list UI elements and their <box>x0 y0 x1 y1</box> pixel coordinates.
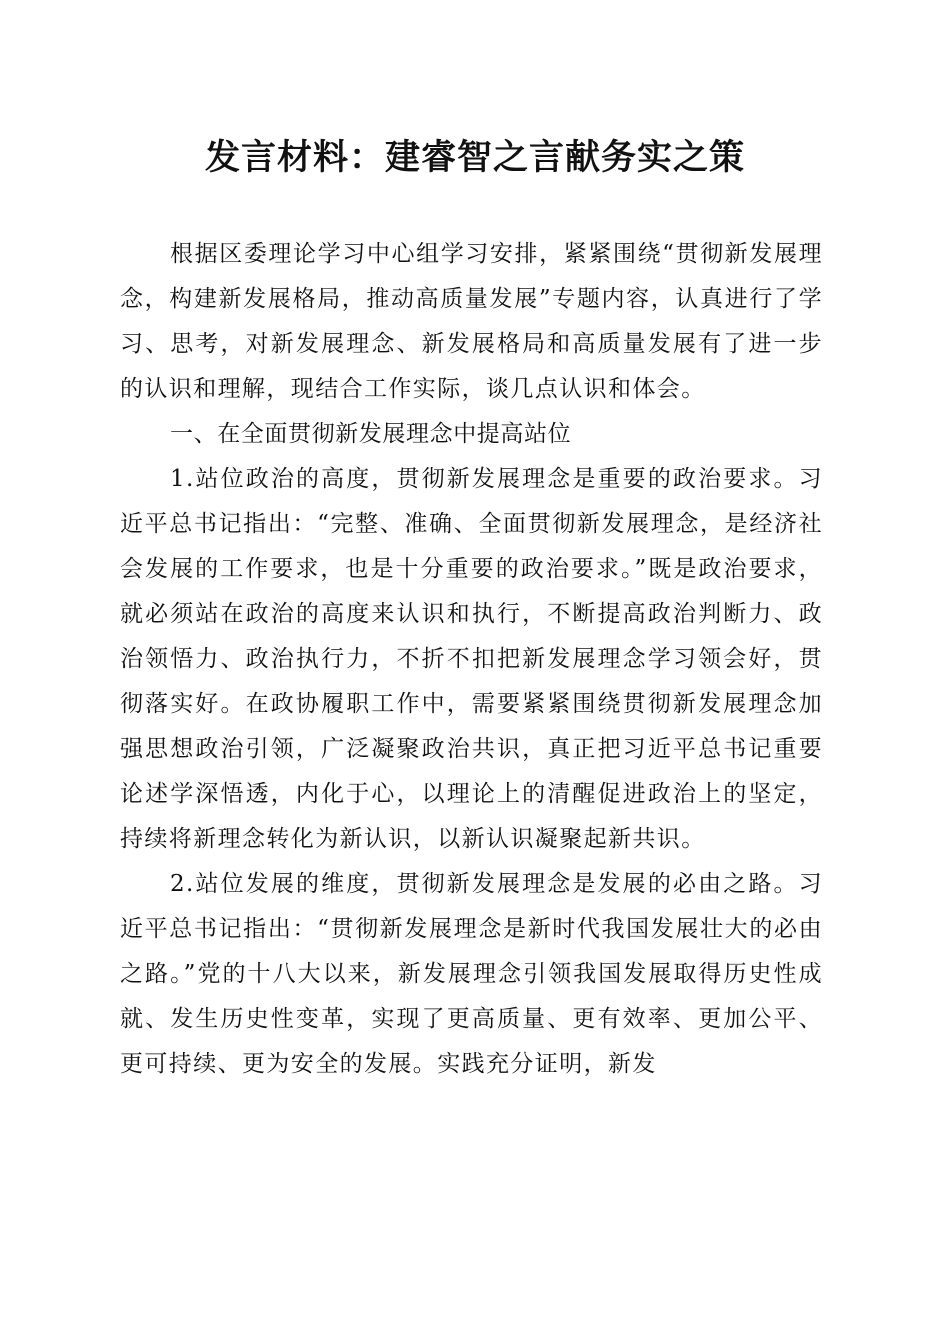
section-heading: 一、在全面贯彻新发展理念中提高站位 <box>170 421 572 447</box>
paragraph-1: 1.站位政治的高度，贯彻新发展理念是重要的政治要求。习近平总书记指出：“完整、准确、全面贯彻新发展理念，是经济社会发展的工作要求，也是十分重要的政治要求。”既是政治要求，就必须站在政治的高度来认识和执行，不断提高政治判断力、政治领悟力、政治执行力，不折不扣把新发展理念学习领会好，贯彻落实好。在政协履职工作中，需要紧紧围绕贯彻新发展理念加强思想政治引领，广泛凝聚政治共识，真正把习近平总书记重要论述学深悟透，内化于心，以理论上的清醒促进政治上的坚定，持续将新理念转化为新认识，以新认识凝聚起新共识。 <box>120 466 823 852</box>
intro-paragraph: 根据区委理论学习中心组学习安排，紧紧围绕“贯彻新发展理念，构建新发展格局，推动高质量发展”专题内容，认真进行了学习、思考，对新发展理念、新发展格局和高质量发展有了进一步的认识和理解，现结合工作实际，谈几点认识和体会。 <box>120 241 823 402</box>
document-title: 发言材料：建睿智之言献务实之策 <box>204 137 745 178</box>
paragraph-2: 2.站位发展的维度，贯彻新发展理念是发展的必由之路。习近平总书记指出：“贯彻新发展理念是新时代我国发展壮大的必由之路。”党的十八大以来，新发展理念引领我国发展取得历史性成就、发生历史性变革，实现了更高质量、更有效率、更加公平、更可持续、更为安全的发展。实践充分证明，新发 <box>120 871 823 1077</box>
document-body <box>120 232 823 1087</box>
